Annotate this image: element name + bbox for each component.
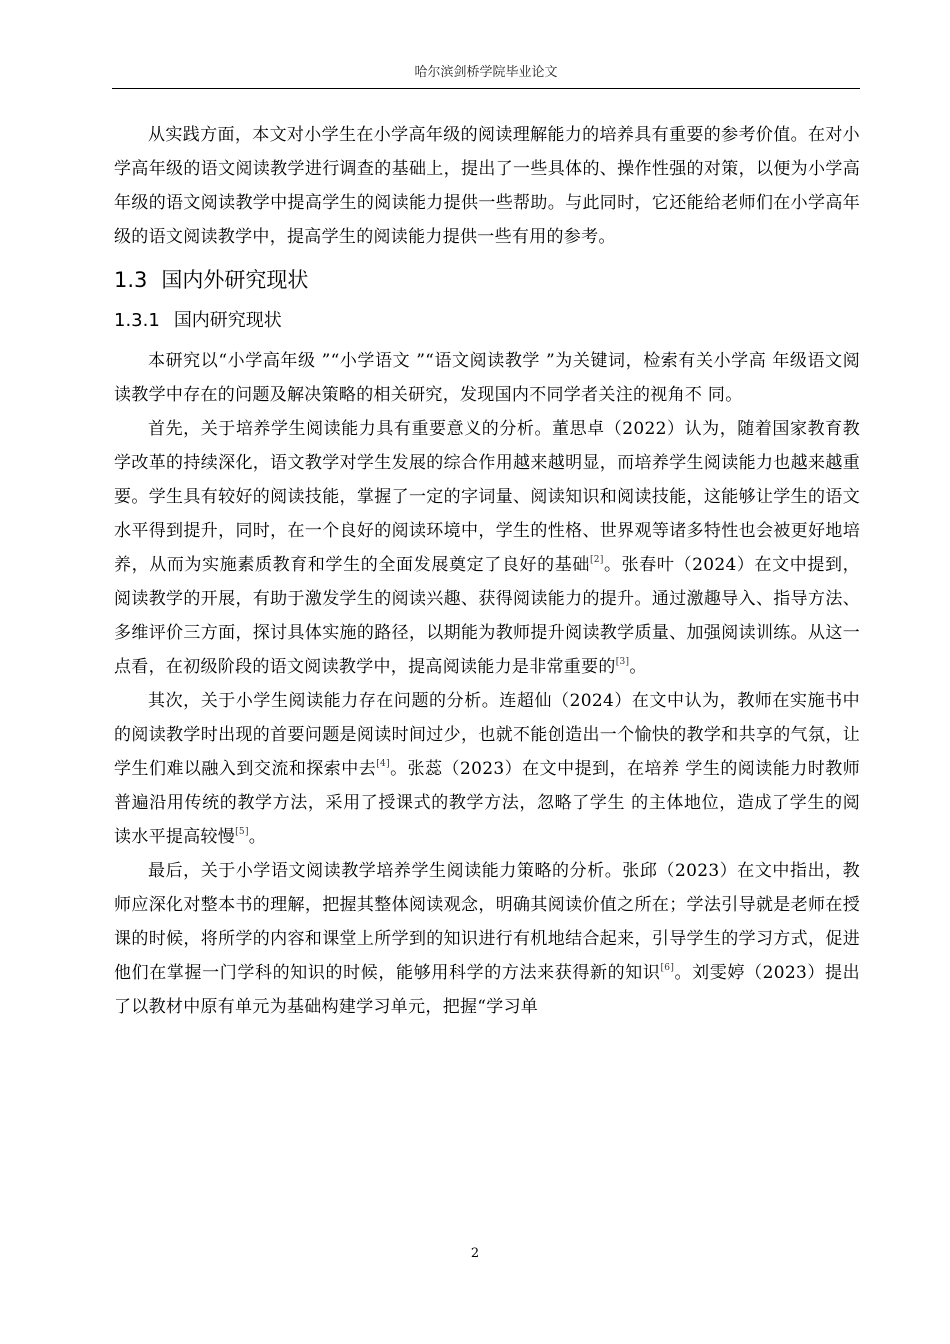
paragraph-keywords xyxy=(114,344,860,412)
subsection-heading xyxy=(114,304,860,338)
citation-2: [2] xyxy=(589,555,604,565)
citation-6: [6] xyxy=(660,963,675,973)
paragraph-text: 。张春叶（2024）在文中提到，阅读教学的开展，有助于激发学生的阅读兴趣、获得阅读能力的提升。通过激趣导入、指导方法、多维评价三方面，探讨具体实施的路径，以期能为教师提升阅读教学质量、加强阅读训练。从这一点看，在初级阶段的语文阅读教学中，提高阅读能力是非常重要的 xyxy=(114,555,860,677)
citation-4: [4] xyxy=(376,759,390,769)
paragraph-text: 。张蕊（2023）在文中提到，在培养 学生的阅读能力时教师普遍沿用传统的教学方法，采用了授课式的教学方法，忽略了学生 的主体地位，造成了学生的阅读水平提高较慢 xyxy=(114,759,860,847)
section-heading xyxy=(114,262,860,298)
paragraph-text: 。 xyxy=(629,657,647,677)
paragraph-problems xyxy=(114,684,860,854)
running-header: 哈尔滨剑桥学院毕业论文 xyxy=(414,65,558,80)
paragraph-text: 从实践方面，本文对小学生在小学高年级的阅读理解能力的培养具有重要的参考价值。在对小学高年级的语文阅读教学进行调查的基础上，提出了一些具体的、操作性强的对策，以便为小学高年级的语文阅读教学中提高学生的阅读能力提供一些帮助。与此同时，它还能给老师们在小学高年级的语文阅读教学中，提高学生的阅读能力提供一些有用的参考。 xyxy=(114,125,860,247)
subsection-number: 1.3.1 xyxy=(114,310,160,331)
paragraph-text: 首先，关于培养学生阅读能力具有重要意义的分析。董思卓（2022）认为，随着国家教育教学改革的持续深化，语文教学对学生发展的综合作用越来越明显，而培养学生阅读能力也越来越重要。学生具有较好的阅读技能，掌握了一定的字词量、阅读知识和阅读技能，这能够让学生的语文水平得到提升，同时，在一个良好的阅读环境中，学生的性格、世界观等诸多特性也会被更好地培养，从而为实施素质教育和学生的全面发展奠定了良好的基础 xyxy=(114,419,860,575)
paragraph-text: 最后，关于小学语文阅读教学培养学生阅读能力策略的分析。张邱（2023）在文中指出，教师应深化对整本书的理解，把握其整体阅读观念，明确其阅读价值之所在；学法引导就是老师在授课的时候，将所学的内容和课堂上所学到的知识进行有机地结合起来，引导学生的学习方式，促进他们在掌握一门学科的知识的时候，能够用科学的方法来获得新的知识 xyxy=(114,861,860,983)
paragraph-strategies xyxy=(114,854,860,1024)
citation-3: [3] xyxy=(615,657,630,667)
paragraph-text: 。 xyxy=(248,827,267,847)
paragraph-text: 。刘雯婷（2023）提出了以教材中原有单元为基础构建学习单元，把握“学习单 xyxy=(114,963,860,1017)
paragraph-text: 本研究以“小学高年级 ”“小学语文 ”“语文阅读教学 ”为关键词，检索有关小学高 年级语文阅读教学中存在的问题及解决策略的相关研究，发现国内不同学者关注的视角不 同。 xyxy=(114,351,860,405)
citation-5: [5] xyxy=(235,827,249,837)
page-number: 2 xyxy=(470,1246,480,1261)
section-title: 国内外研究现状 xyxy=(161,268,309,292)
subsection-title: 国内研究现状 xyxy=(173,310,282,331)
paragraph-practical-significance xyxy=(114,118,860,254)
section-number: 1.3 xyxy=(114,268,148,292)
header-rule xyxy=(112,88,860,89)
page-body xyxy=(114,118,860,1024)
paragraph-text: 其次，关于小学生阅读能力存在问题的分析。连超仙（2024）在文中认为，教师在实施书中的阅读教学时出现的首要问题是阅读时间过少，也就不能创造出一个愉快的教学和共享的气氛，让学生们难以融入到交流和探索中去 xyxy=(114,691,860,779)
paragraph-importance xyxy=(114,412,860,684)
